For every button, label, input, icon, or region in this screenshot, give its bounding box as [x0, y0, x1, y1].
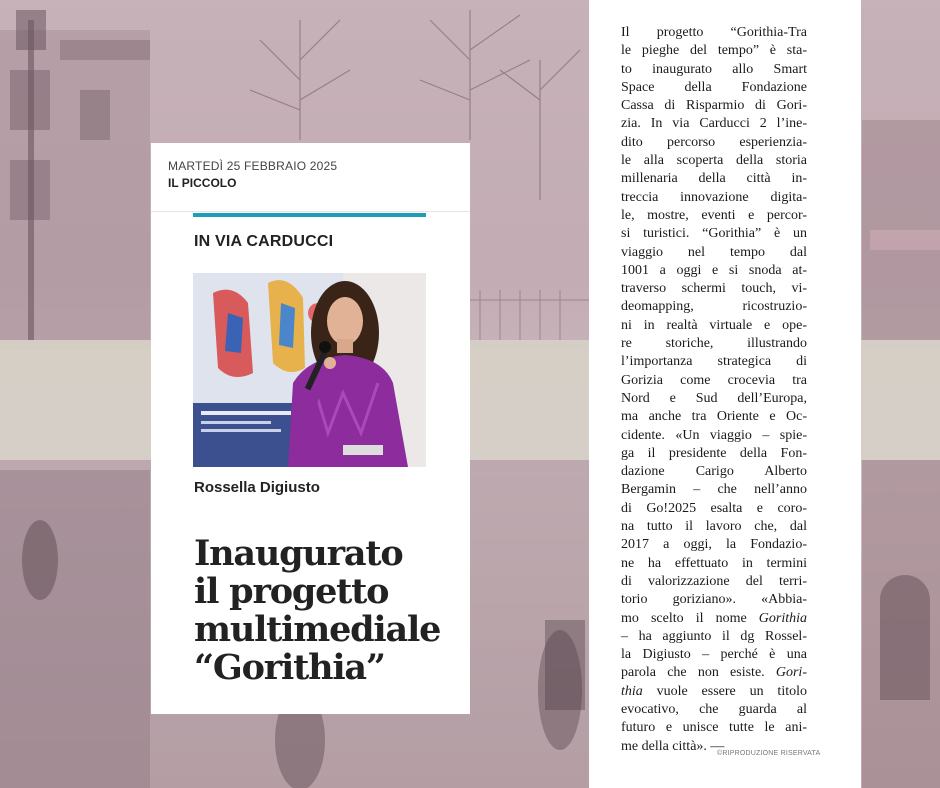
headline-line: il progetto	[194, 571, 389, 612]
speaker-photo-drawing	[193, 273, 426, 467]
article-body	[621, 24, 807, 756]
article-line: na tutto il lavoro che, dal	[621, 519, 807, 535]
article-line: ne ha effettuato in termini	[621, 555, 807, 571]
article-line: l’importanza strategica di	[621, 354, 807, 370]
article-line: thia vuole essere un titolo	[621, 683, 807, 699]
clipping-source: IL PICCOLO	[168, 176, 237, 190]
article-line: parola che non esiste. Gori-	[621, 665, 807, 681]
article-line: futuro e unisce tutte le ani-	[621, 720, 807, 736]
article-line: ga il presidente della Fon-	[621, 445, 807, 461]
article-line: di valorizzazione del terri-	[621, 573, 807, 589]
article-line: – ha aggiunto il dg Rossel-	[621, 628, 807, 644]
article-line: deomapping, ricostruzio-	[621, 299, 807, 315]
article-line: Space della Fondazione	[621, 79, 807, 95]
speaker-photo	[193, 273, 426, 467]
article-line: traverso schermi touch, vi-	[621, 281, 807, 297]
article-line: zia. In via Carducci 2 l’ine-	[621, 116, 807, 132]
header-divider	[151, 211, 470, 212]
article-line: la Digiusto – perché è una	[621, 647, 807, 663]
article-line: Gorizia come crocevia tra	[621, 372, 807, 388]
article-line: mo scelto il nome Gorithia	[621, 610, 807, 626]
article-line: dazione Carigo Alberto	[621, 464, 807, 480]
byline: Rossella Digiusto	[194, 479, 320, 496]
headline-line: “Gorithia”	[194, 647, 385, 688]
article-line: to inaugurato allo Smart	[621, 61, 807, 77]
article-line: viaggio nel tempo dal	[621, 244, 807, 260]
newspaper-clipping	[151, 143, 470, 714]
article-line: Bergamin – che nell’anno	[621, 482, 807, 498]
article-line: le, mostre, eventi e percor-	[621, 207, 807, 223]
article-line: le alla scoperta della storia	[621, 153, 807, 169]
article-line: torio goriziano». «Abbia-	[621, 592, 807, 608]
copyright-credit: ©RIPRODUZIONE RISERVATA	[717, 750, 821, 757]
article-line: Il progetto “Gorithia-Tra	[621, 25, 807, 40]
article-line: dito percorso esperienzia-	[621, 134, 807, 150]
article-line: 1001 a oggi e si snoda at-	[621, 262, 807, 278]
article-line: re storiche, illustrando	[621, 336, 807, 352]
headline-line: multimediale	[194, 609, 441, 650]
article-line: ni in realtà virtuale e ope-	[621, 317, 807, 333]
article-line: le pieghe del tempo” è sta-	[621, 43, 807, 59]
article-line: ma anche tra Oriente e Oc-	[621, 409, 807, 425]
article-line: cidente. «Un viaggio – spie-	[621, 427, 807, 443]
clipping-date: MARTEDÌ 25 FEBBRAIO 2025	[168, 159, 338, 173]
article-line: si turistici. “Gorithia” è un	[621, 226, 807, 242]
accent-bar	[193, 213, 426, 217]
article-line: 2017 a oggi, la Fondazio-	[621, 537, 807, 553]
section-kicker: IN VIA CARDUCCI	[194, 233, 334, 250]
article-line: treccia innovazione digita-	[621, 189, 807, 205]
article-line: Nord e Sud dell’Europa,	[621, 390, 807, 406]
article-line: millenaria della città in-	[621, 171, 807, 187]
article-line: Cassa di Risparmio di Gori-	[621, 98, 807, 114]
article-column	[589, 0, 861, 788]
headline-line: Inaugurato	[194, 533, 403, 574]
article-line: me della città». —	[621, 738, 725, 754]
article-line: di Go!2025 esalta e coro-	[621, 500, 807, 516]
article-line: evocativo, che guarda al	[621, 701, 807, 717]
headline	[194, 535, 464, 687]
